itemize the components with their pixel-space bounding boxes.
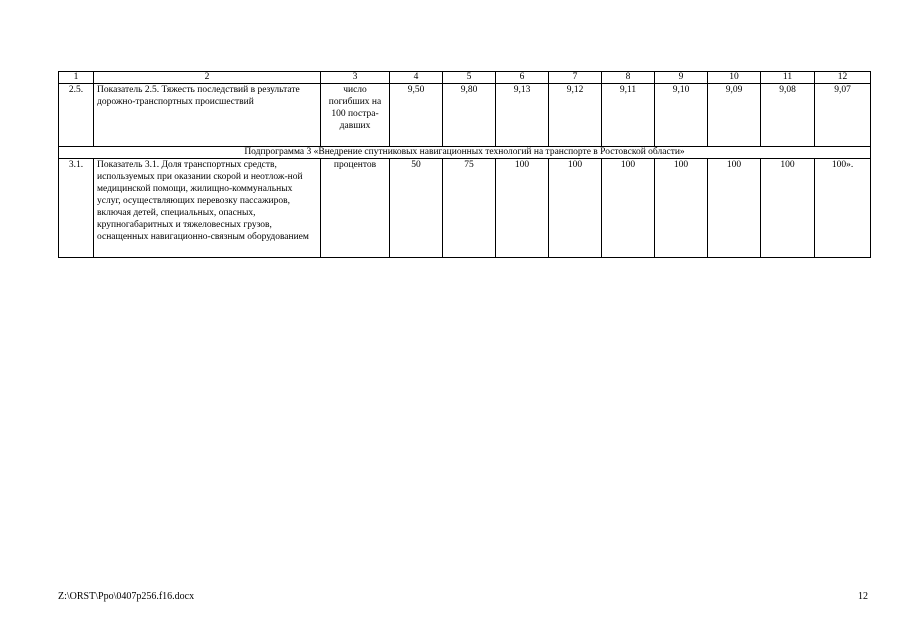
value-cell: 9,13 — [496, 84, 549, 147]
value-cell: 9,10 — [655, 84, 708, 147]
header-row — [59, 72, 871, 84]
value-cell: 50 — [390, 159, 443, 258]
header-cell: 6 — [496, 72, 549, 84]
value-cell: 100 — [655, 159, 708, 258]
subprogram-row — [59, 147, 871, 159]
value-cell: 100 — [708, 159, 761, 258]
value-cell: 9,80 — [443, 84, 496, 147]
header-cell: 11 — [761, 72, 815, 84]
indicator-name: Показатель 2.5. Тяжесть последствий в результате дорожно-транспортных происшествий — [94, 84, 321, 147]
document-path: Z:\ORST\Ppo\0407p256.f16.docx — [58, 591, 195, 602]
value-cell: 9,07 — [815, 84, 871, 147]
value-cell: 100». — [815, 159, 871, 258]
value-cell: 9,09 — [708, 84, 761, 147]
header-cell: 5 — [443, 72, 496, 84]
indicator-name: Показатель 3.1. Доля транспортных средств, используемых при оказании скорой и неотлож-ной медицинской помощи, жилищно-коммунальных услуг, осуществляющих перевозку пассажиров, включая детей, специальных, опасных, крупногабаритных и тяжеловесных грузов, оснащенных навигационно-связным оборудованием — [94, 159, 321, 258]
value-cell: 9,11 — [602, 84, 655, 147]
unit-cell: число погибших на 100 постра-давших — [321, 84, 390, 147]
page-number: 12 — [858, 591, 868, 602]
header-cell: 10 — [708, 72, 761, 84]
value-cell: 75 — [443, 159, 496, 258]
header-cell: 4 — [390, 72, 443, 84]
value-cell: 9,12 — [549, 84, 602, 147]
header-cell: 12 — [815, 72, 871, 84]
header-cell: 3 — [321, 72, 390, 84]
value-cell: 100 — [496, 159, 549, 258]
value-cell: 100 — [761, 159, 815, 258]
header-cell: 8 — [602, 72, 655, 84]
unit-cell: процентов — [321, 159, 390, 258]
subprogram-title: Подпрограмма 3 «Внедрение спутниковых навигационных технологий на транспорте в Ростовской области» — [59, 147, 871, 159]
row-number: 2.5. — [59, 84, 94, 147]
row-number: 3.1. — [59, 159, 94, 258]
value-cell: 9,50 — [390, 84, 443, 147]
header-cell: 9 — [655, 72, 708, 84]
indicator-table — [58, 71, 871, 258]
header-cell: 2 — [94, 72, 321, 84]
table-row — [59, 159, 871, 258]
header-cell: 7 — [549, 72, 602, 84]
value-cell: 100 — [549, 159, 602, 258]
value-cell: 100 — [602, 159, 655, 258]
value-cell: 9,08 — [761, 84, 815, 147]
header-cell: 1 — [59, 72, 94, 84]
table-row — [59, 84, 871, 147]
